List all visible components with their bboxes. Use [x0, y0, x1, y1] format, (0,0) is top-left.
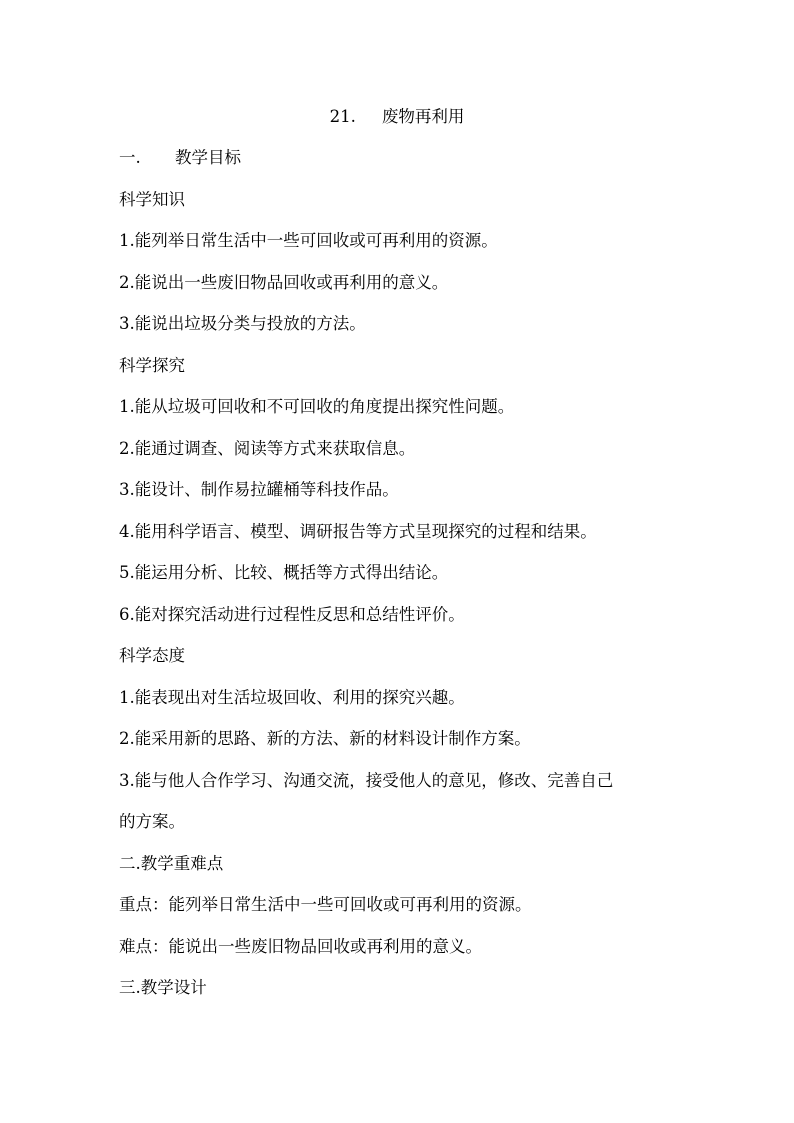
paragraph-line: 3.能设计、制作易拉罐桶等科技作品。 — [119, 480, 399, 499]
paragraph-line: 1.能从垃圾可回收和不可回收的角度提出探究性问题。 — [119, 397, 515, 416]
paragraph-line: 重点：能列举日常生活中一些可回收或可再利用的资源。 — [119, 895, 532, 914]
document-body — [119, 144, 679, 1016]
title-text: 废物再利用 — [381, 107, 465, 126]
section-title: 教学目标 — [175, 148, 241, 167]
section-number: 一. — [119, 148, 141, 167]
subheading-science-attitude: 科学态度 — [119, 646, 185, 665]
paragraph-line: 3.能与他人合作学习、沟通交流，接受他人的意见，修改、完善自己 — [119, 770, 614, 790]
paragraph-line: 1.能表现出对生活垃圾回收、利用的探究兴趣。 — [119, 687, 465, 707]
paragraph-line: 3.能说出垃圾分类与投放的方法。 — [119, 314, 366, 333]
section-heading-teaching-design: 三.教学设计 — [119, 978, 207, 997]
paragraph-line: 2.能采用新的思路、新的方法、新的材料设计制作方案。 — [119, 729, 531, 748]
paragraph-line: 2.能说出一些废旧物品回收或再利用的意义。 — [119, 272, 449, 292]
document-title — [0, 103, 794, 131]
paragraph-line: 难点：能说出一些废旧物品回收或再利用的意义。 — [119, 936, 482, 956]
paragraph-line: 6.能对探究活动进行过程性反思和总结性评价。 — [119, 604, 465, 624]
paragraph-line-continued: 的方案。 — [119, 812, 185, 831]
paragraph-line: 1.能列举日常生活中一些可回收或可再利用的资源。 — [119, 231, 498, 250]
paragraph-line: 4.能用科学语言、模型、调研报告等方式呈现探究的过程和结果。 — [119, 521, 597, 541]
section-heading-objectives — [119, 144, 679, 186]
subheading-science-inquiry: 科学探究 — [119, 355, 185, 375]
paragraph-line: 5.能运用分析、比较、概括等方式得出结论。 — [119, 563, 449, 582]
subheading-science-knowledge: 科学知识 — [119, 189, 185, 209]
paragraph-line: 2.能通过调查、阅读等方式来获取信息。 — [119, 438, 416, 458]
title-number: 21. — [329, 107, 356, 126]
section-heading-key-points: 二.教学重难点 — [119, 853, 224, 873]
